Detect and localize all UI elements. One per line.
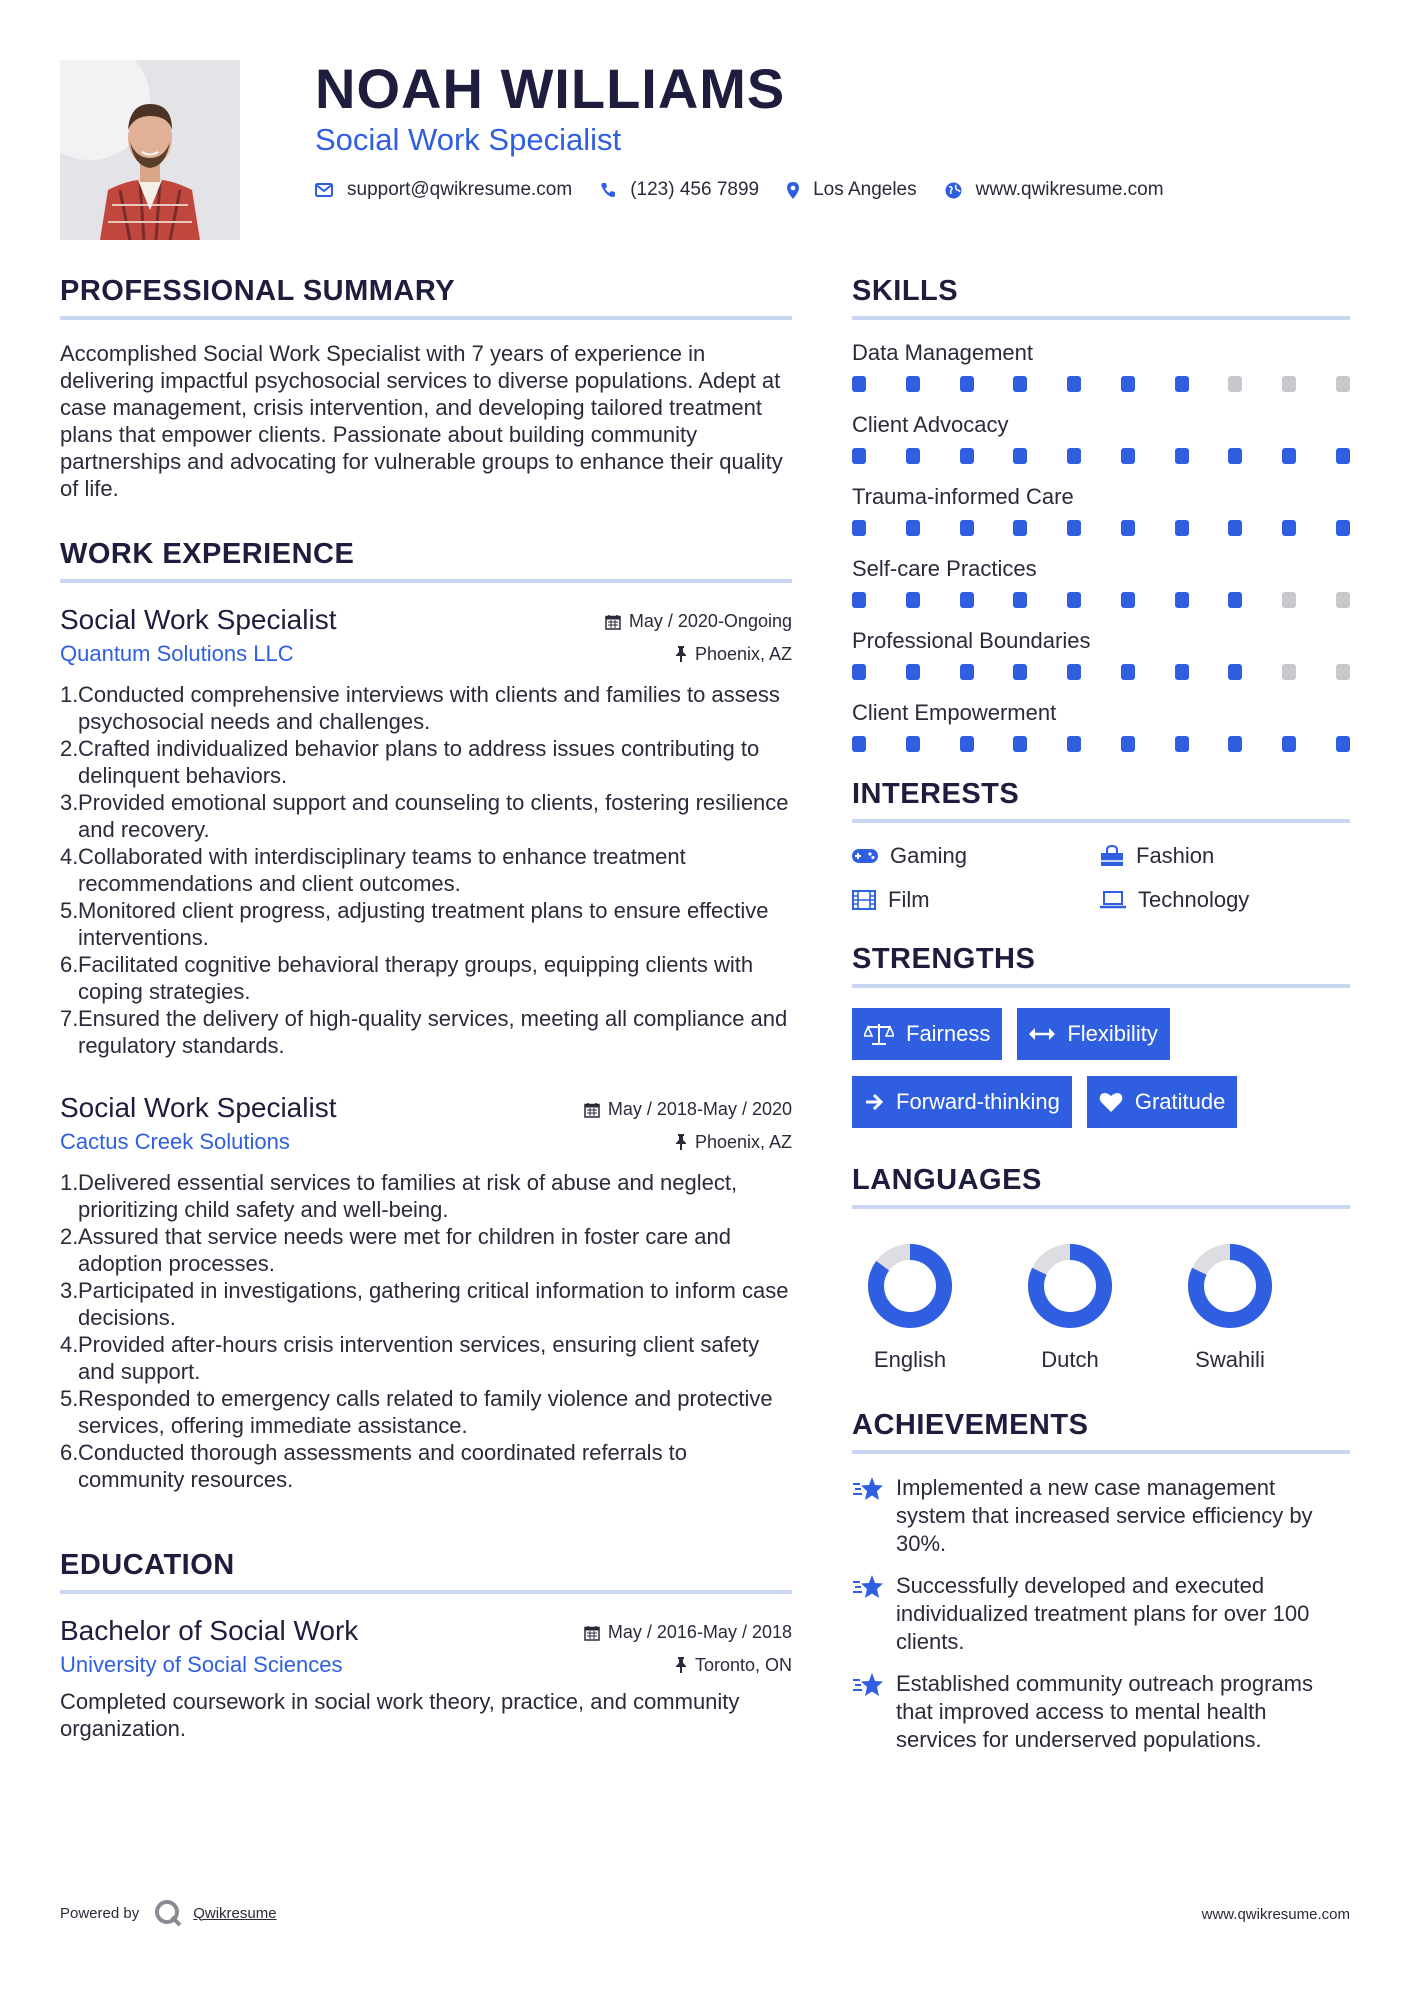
rating-dot-filled [1282, 520, 1296, 536]
envelope-icon [315, 183, 333, 197]
language-item [1180, 1241, 1280, 1373]
education-dates [584, 1622, 792, 1643]
rating-dot-filled [1228, 448, 1242, 464]
interest-item [1100, 843, 1350, 869]
education-dates-text: May / 2016-May / 2018 [607, 1622, 792, 1642]
rating-dot-filled [852, 664, 866, 680]
strength-tag [852, 1008, 1002, 1060]
powered-by-label: Powered by [60, 1904, 140, 1922]
company-name: Quantum Solutions LLC [60, 641, 294, 666]
education-entry [60, 1614, 792, 1742]
strength-label: Forward-thinking [896, 1089, 1060, 1114]
rating-dot-filled [852, 736, 866, 752]
rating-dot-filled [960, 736, 974, 752]
rating-dot-filled [960, 592, 974, 608]
globe-icon [945, 182, 962, 199]
rating-dot-filled [960, 664, 974, 680]
language-donut [1185, 1241, 1275, 1331]
rating-dot-filled [1067, 664, 1081, 680]
rating-dot-filled [1336, 448, 1350, 464]
rating-dot-filled [1336, 736, 1350, 752]
heart-icon [1099, 1091, 1123, 1113]
strength-label: Gratitude [1134, 1089, 1226, 1114]
education-text: Completed coursework in social work theory, practice, and community organization. [60, 1689, 740, 1741]
skill-item [852, 484, 1350, 536]
strength-label: Flexibility [1067, 1021, 1158, 1046]
languages-heading: LANGUAGES [852, 1164, 1350, 1209]
skill-name: Data Management [852, 340, 1033, 365]
strengths-heading: STRENGTHS [852, 943, 1350, 988]
list-item: 3. Provided emotional support and counseling to clients, fostering resilience and recovery. [60, 790, 789, 842]
job-location-text: Phoenix, AZ [694, 1131, 792, 1152]
job-dates [605, 611, 792, 632]
rating-dot-filled [960, 376, 974, 392]
rating-dot-filled [906, 664, 920, 680]
interest-label: Technology [1138, 887, 1250, 912]
job-entry-1 [60, 603, 792, 1059]
rating-dot-filled [1067, 520, 1081, 536]
phone-text: (123) 456 7899 [630, 179, 760, 200]
rating-dot-empty [1282, 376, 1296, 392]
rating-dot-filled [1013, 448, 1027, 464]
list-item: 5. Monitored client progress, adjusting treatment plans to ensure effective interventions. [60, 898, 769, 950]
education-location-text: Toronto, ON [694, 1654, 792, 1675]
contact-bar [315, 179, 1192, 201]
right-column [852, 275, 1350, 1768]
rating-dot-filled [852, 520, 866, 536]
map-pin-icon [787, 182, 799, 199]
shopping-bag-icon [1100, 845, 1124, 867]
interests-heading: INTERESTS [852, 778, 1350, 823]
interest-item [852, 843, 1100, 869]
skill-rating [852, 376, 1350, 392]
rating-dot-filled [1175, 376, 1189, 392]
education-location [675, 1655, 792, 1676]
rating-dot-empty [1336, 376, 1350, 392]
achievements-list [852, 1474, 1350, 1754]
interests-list [852, 843, 1350, 913]
job-location [675, 1132, 792, 1153]
rating-dot-empty [1282, 664, 1296, 680]
job-title: Social Work Specialist [60, 604, 337, 635]
skill-rating [852, 592, 1350, 608]
contact-email[interactable] [315, 179, 572, 201]
list-item: 4. Collaborated with interdisciplinary teams to enhance treatment recommendations and client outcomes. [60, 844, 686, 896]
left-column [60, 275, 792, 1742]
achievement-text: Implemented a new case management system that increased service efficiency by 30%. [896, 1475, 1313, 1556]
laptop-icon [1100, 891, 1126, 909]
achievement-item [852, 1670, 1350, 1754]
rating-dot-filled [1228, 736, 1242, 752]
qwikresume-logo-icon [153, 1898, 183, 1928]
candidate-name: NOAH WILLIAMS [315, 57, 786, 120]
language-donut [865, 1241, 955, 1331]
skill-item [852, 628, 1350, 680]
rating-dot-filled [1336, 520, 1350, 536]
phone-icon [600, 182, 616, 198]
skill-item [852, 340, 1350, 392]
contact-website[interactable] [945, 179, 1164, 201]
pushpin-icon [675, 1657, 687, 1673]
email-text: support@qwikresume.com [347, 179, 573, 200]
rating-dot-filled [1067, 448, 1081, 464]
language-donut [1025, 1241, 1115, 1331]
rating-dot-filled [1013, 664, 1027, 680]
skill-name: Client Advocacy [852, 412, 1009, 437]
list-item: 1. Conducted comprehensive interviews with clients and families to assess psychosocial needs and challenges. [60, 682, 780, 734]
list-item: 4. Provided after-hours crisis intervention services, ensuring client safety and support. [60, 1332, 760, 1384]
rating-dot-empty [1228, 376, 1242, 392]
skill-item [852, 556, 1350, 608]
school-name: University of Social Sciences [60, 1652, 343, 1677]
job-entry-2 [60, 1091, 792, 1493]
rating-dot-filled [1121, 592, 1135, 608]
rating-dot-filled [906, 520, 920, 536]
summary-text: Accomplished Social Work Specialist with 7 years of experience in delivering impactful psychosocial services to diverse populations. Adept at case management, crisis intervention, and developing tailored treatment plans that empower clients. Passionate about building community partnerships and advocating for vulnerable groups to enhance their quality of life. [60, 341, 783, 501]
skill-name: Trauma-informed Care [852, 484, 1074, 509]
degree-title: Bachelor of Social Work [60, 1615, 359, 1646]
job-2-bullets [60, 1169, 792, 1493]
strength-tag [852, 1076, 1072, 1128]
rating-dot-filled [1013, 592, 1027, 608]
skill-name: Self-care Practices [852, 556, 1037, 581]
skills-list [852, 340, 1350, 752]
contact-phone[interactable] [600, 179, 759, 201]
rating-dot-filled [906, 448, 920, 464]
rating-dot-filled [1013, 376, 1027, 392]
interest-label: Fashion [1136, 843, 1215, 868]
rating-dot-filled [852, 592, 866, 608]
rating-dot-filled [1282, 448, 1296, 464]
rating-dot-filled [1013, 520, 1027, 536]
pushpin-icon [675, 646, 687, 662]
rating-dot-filled [960, 448, 974, 464]
rating-dot-filled [1067, 736, 1081, 752]
website-text: www.qwikresume.com [975, 179, 1164, 200]
language-name: Dutch [1041, 1347, 1099, 1372]
company-name: Cactus Creek Solutions [60, 1129, 290, 1154]
achievement-item [852, 1474, 1350, 1558]
skill-rating [852, 664, 1350, 680]
film-icon [852, 890, 876, 910]
rating-dot-filled [1228, 592, 1242, 608]
candidate-title: Social Work Specialist [315, 122, 622, 157]
job-dates [584, 1099, 792, 1120]
language-item [1020, 1241, 1120, 1373]
rating-dot-empty [1336, 664, 1350, 680]
skill-rating [852, 520, 1350, 536]
rating-dot-filled [906, 376, 920, 392]
strength-tag [1017, 1008, 1169, 1060]
skill-name: Professional Boundaries [852, 628, 1091, 653]
list-item: 6. Conducted thorough assessments and coordinated referrals to community resources. [60, 1440, 688, 1492]
interest-label: Film [888, 887, 930, 912]
rating-dot-filled [1067, 376, 1081, 392]
rating-dot-filled [852, 448, 866, 464]
strengths-list [852, 1008, 1350, 1128]
rating-dot-filled [1121, 448, 1135, 464]
achievement-item [852, 1572, 1350, 1656]
skill-rating [852, 448, 1350, 464]
achievement-text: Successfully developed and executed individualized treatment plans for over 100 clients. [896, 1573, 1310, 1654]
footer-website[interactable]: www.qwikresume.com [1201, 1906, 1350, 1923]
rating-dot-empty [1336, 592, 1350, 608]
rating-dot-filled [852, 376, 866, 392]
balance-scale-icon [864, 1022, 894, 1046]
rating-dot-filled [1228, 520, 1242, 536]
arrows-horizontal-icon [1029, 1027, 1055, 1041]
rating-dot-filled [1175, 448, 1189, 464]
list-item: 7. Ensured the delivery of high-quality services, meeting all compliance and regulatory standards. [60, 1006, 788, 1058]
skill-name: Client Empowerment [852, 700, 1057, 725]
rating-dot-filled [1121, 736, 1135, 752]
skills-heading: SKILLS [852, 275, 1350, 320]
list-item: 3. Participated in investigations, gathering critical information to inform case decisions. [60, 1278, 789, 1330]
job-title: Social Work Specialist [60, 1092, 337, 1123]
list-item: 5. Responded to emergency calls related to family violence and protective services, offering immediate assistance. [60, 1386, 773, 1438]
pushpin-icon [675, 1134, 687, 1150]
list-item: 2. Assured that service needs were met for children in foster care and adoption processes. [60, 1224, 731, 1276]
rating-dot-filled [1013, 736, 1027, 752]
language-item [860, 1241, 960, 1373]
rating-dot-filled [906, 592, 920, 608]
rating-dot-filled [1228, 664, 1242, 680]
rating-dot-filled [1121, 520, 1135, 536]
job-location [675, 644, 792, 665]
contact-location [787, 179, 917, 201]
star-icon [852, 1574, 884, 1600]
achievement-text: Established community outreach programs that improved access to mental health services for underserved populations. [896, 1671, 1313, 1752]
achievements-heading: ACHIEVEMENTS [852, 1409, 1350, 1454]
brand-link[interactable]: Qwikresume [193, 1904, 277, 1922]
rating-dot-filled [1175, 520, 1189, 536]
language-name: Swahili [1195, 1347, 1265, 1372]
star-icon [852, 1476, 884, 1502]
gamepad-icon [852, 848, 878, 864]
calendar-icon [584, 1102, 600, 1118]
arrow-right-icon [864, 1092, 884, 1112]
interest-item [852, 887, 1100, 913]
list-item: 2. Crafted individualized behavior plans to address issues contributing to delinquent behaviors. [60, 736, 760, 788]
calendar-icon [605, 614, 621, 630]
list-item: 6. Facilitated cognitive behavioral therapy groups, equipping clients with coping strategies. [60, 952, 754, 1004]
interest-item [1100, 887, 1350, 913]
rating-dot-filled [1175, 664, 1189, 680]
skill-item [852, 700, 1350, 752]
education-heading: EDUCATION [60, 1549, 792, 1594]
summary-heading: PROFESSIONAL SUMMARY [60, 275, 792, 320]
job-location-text: Phoenix, AZ [694, 643, 792, 664]
rating-dot-filled [1175, 736, 1189, 752]
rating-dot-filled [1121, 664, 1135, 680]
rating-dot-filled [906, 736, 920, 752]
rating-dot-empty [1282, 592, 1296, 608]
skill-rating [852, 736, 1350, 752]
person-portrait-icon [60, 60, 240, 240]
strength-label: Fairness [906, 1021, 991, 1046]
job-1-bullets [60, 681, 792, 1059]
rating-dot-filled [1121, 376, 1135, 392]
strength-tag [1087, 1076, 1238, 1128]
job-dates-text: May / 2018-May / 2020 [607, 1099, 792, 1119]
language-name: English [873, 1347, 947, 1372]
rating-dot-filled [1175, 592, 1189, 608]
footer-powered-by [60, 1898, 277, 1928]
star-icon [852, 1672, 884, 1698]
job-dates-text: May / 2020-Ongoing [628, 611, 792, 631]
interest-label: Gaming [890, 843, 968, 868]
skill-item [852, 412, 1350, 464]
rating-dot-filled [1067, 592, 1081, 608]
experience-heading: WORK EXPERIENCE [60, 538, 792, 583]
calendar-icon [584, 1625, 600, 1641]
list-item: 1. Delivered essential services to families at risk of abuse and neglect, prioritizing child safety and well-being. [60, 1170, 738, 1222]
profile-photo [60, 60, 240, 240]
rating-dot-filled [960, 520, 974, 536]
location-text: Los Angeles [813, 179, 917, 200]
rating-dot-filled [1282, 736, 1296, 752]
languages-list [860, 1241, 1280, 1373]
